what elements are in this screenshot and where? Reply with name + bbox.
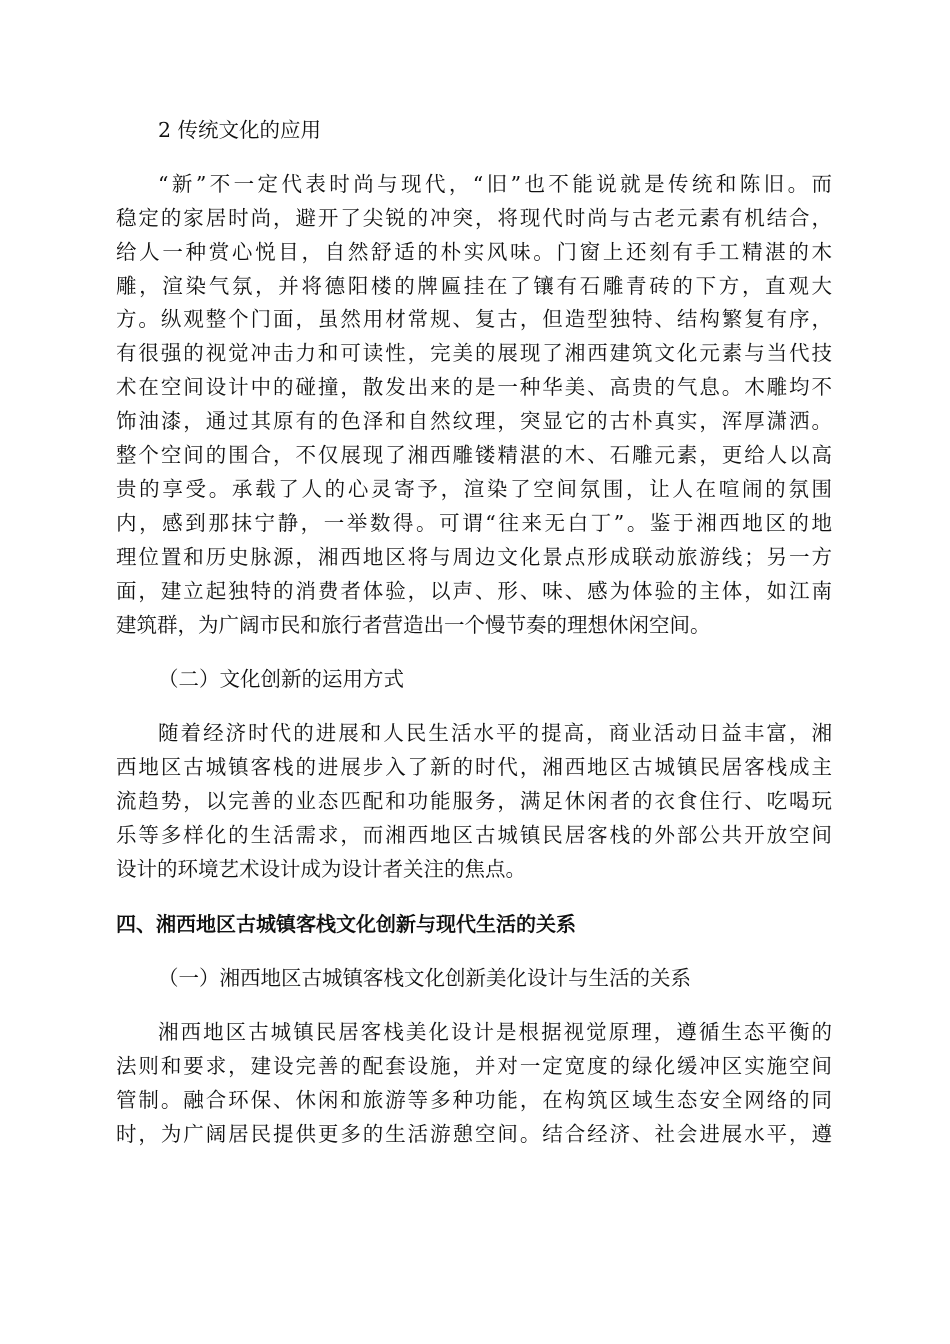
section-heading-traditional-culture: 2 传统文化的应用: [158, 118, 322, 142]
paragraph-line: 理位置和历史脉源，湘西地区将与周边文化景点形成联动旅游线；另一方: [116, 545, 832, 569]
paragraph-line: 稳定的家居时尚，避开了尖锐的冲突，将现代时尚与古老元素有机结合，: [116, 206, 832, 230]
paragraph-line: 整个空间的围合，不仅展现了湘西雕镂精湛的木、石雕元素，更给人以高: [116, 443, 832, 467]
paragraph-line: 建筑群，为广阔市民和旅行者营造出一个慢节奏的理想休闲空间。: [116, 613, 711, 637]
paragraph-line: 法则和要求，建设完善的配套设施，并对一定宽度的绿化缓冲区实施空间: [116, 1054, 832, 1078]
paragraph-line: 饰油漆，通过其原有的色泽和自然纹理，突显它的古朴真实，浑厚潇洒。: [116, 409, 832, 433]
paragraph-line: 湘西地区古城镇民居客栈美化设计是根据视觉原理，遵循生态平衡的: [158, 1020, 832, 1044]
paragraph-line: 乐等多样化的生活需求，而湘西地区古城镇民居客栈的外部公共开放空间: [116, 823, 832, 847]
section-heading-beautification: （一）湘西地区古城镇客栈文化创新美化设计与生活的关系: [158, 966, 691, 990]
paragraph-line: 西地区古城镇客栈的进展步入了新的时代，湘西地区古城镇民居客栈成主: [116, 755, 832, 779]
paragraph-line: 贵的享受。承载了人的心灵寄予，渲染了空间氛围，让人在喧闹的氛围: [116, 477, 832, 501]
paragraph-line: 方。纵观整个门面，虽然用材常规、复古，但造型独特、结构繁复有序，: [116, 307, 832, 331]
paragraph-line: 雕，渲染气氛，并将德阳楼的牌匾挂在了镶有石雕青砖的下方，直观大: [116, 274, 832, 298]
paragraph-line: 随着经济时代的进展和人民生活水平的提高，商业活动日益丰富，湘: [158, 721, 832, 745]
paragraph-line: 面，建立起独特的消费者体验，以声、形、味、感为体验的主体，如江南: [116, 579, 832, 603]
paragraph-line: 内，感到那抹宁静，一举数得。可谓“往来无白丁”。鉴于湘西地区的地: [116, 511, 832, 535]
paragraph-line: 有很强的视觉冲击力和可读性，完美的展现了湘西建筑文化元素与当代技: [116, 341, 832, 365]
paragraph-line: 设计的环境艺术设计成为设计者关注的焦点。: [116, 857, 526, 881]
paragraph-line: 管制。融合环保、休闲和旅游等多种功能，在构筑区域生态安全网络的同: [116, 1088, 832, 1112]
paragraph-line: “新”不一定代表时尚与现代，“旧”也不能说就是传统和陈旧。而: [158, 172, 832, 196]
paragraph-line: 流趋势，以完善的业态匹配和功能服务，满足休闲者的衣食住行、吃喝玩: [116, 789, 832, 813]
paragraph-line: 时，为广阔居民提供更多的生活游憩空间。结合经济、社会进展水平，遵: [116, 1122, 832, 1146]
chapter-heading-relationship: 四、湘西地区古城镇客栈文化创新与现代生活的关系: [116, 912, 576, 936]
paragraph-line: 给人一种赏心悦目，自然舒适的朴实风味。门窗上还刻有手工精湛的木: [116, 240, 832, 264]
section-heading-cultural-innovation: （二）文化创新的运用方式: [158, 667, 404, 691]
paragraph-line: 术在空间设计中的碰撞，散发出来的是一种华美、高贵的气息。木雕均不: [116, 375, 832, 399]
